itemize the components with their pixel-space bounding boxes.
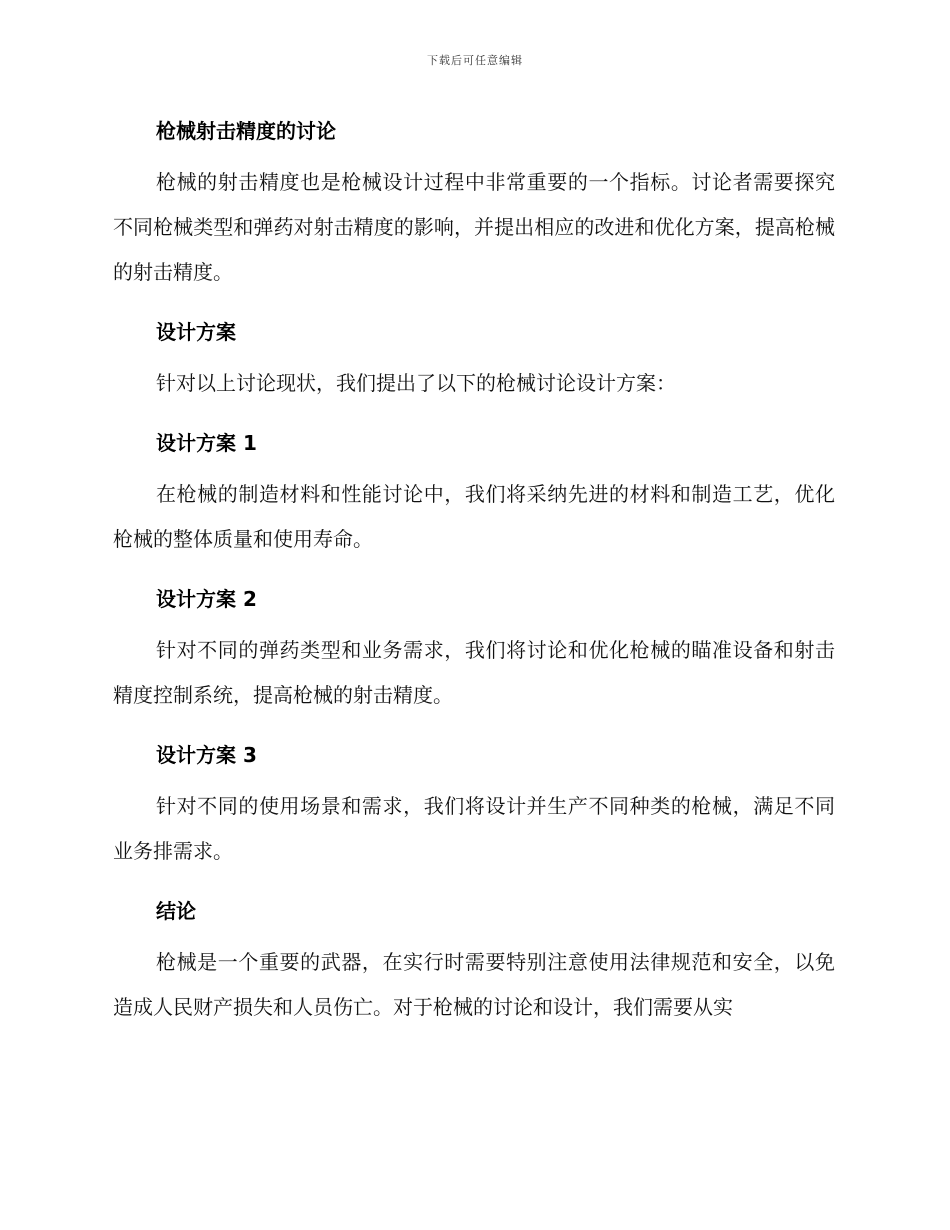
page-header-note: 下载后可任意编辑: [427, 54, 523, 67]
section-paragraph-conclusion: 枪械是一个重要的武器，在实行时需要特别注意使用法律规范和安全，以免造成人民财产损失和人员伤亡。对于枪械的讨论和设计，我们需要从实: [113, 950, 835, 1019]
section-heading-plan-1: 设计方案 1: [156, 431, 257, 455]
section-paragraph-accuracy: 枪械的射击精度也是枪械设计过程中非常重要的一个指标。讨论者需要探究不同枪械类型和弹药对射击精度的影响，并提出相应的改进和优化方案，提高枪械的射击精度。: [113, 170, 835, 284]
section-paragraph-plan-3: 针对不同的使用场景和需求，我们将设计并生产不同种类的枪械，满足不同业务排需求。: [113, 794, 835, 863]
section-heading-design-plan: 设计方案: [156, 320, 236, 344]
section-paragraph-design-plan: 针对以上讨论现状，我们提出了以下的枪械讨论设计方案：: [156, 371, 676, 395]
section-heading-plan-3: 设计方案 3: [156, 743, 257, 767]
section-paragraph-plan-1: 在枪械的制造材料和性能讨论中，我们将采纳先进的材料和制造工艺，优化枪械的整体质量和使用寿命。: [113, 482, 835, 551]
section-heading-conclusion: 结论: [156, 899, 196, 923]
section-paragraph-plan-2: 针对不同的弹药类型和业务需求，我们将讨论和优化枪械的瞄准设备和射击精度控制系统，提高枪械的射击精度。: [113, 638, 835, 707]
section-heading-plan-2: 设计方案 2: [156, 587, 257, 611]
document-body: [113, 113, 835, 1030]
section-heading-accuracy: 枪械射击精度的讨论: [156, 119, 336, 143]
